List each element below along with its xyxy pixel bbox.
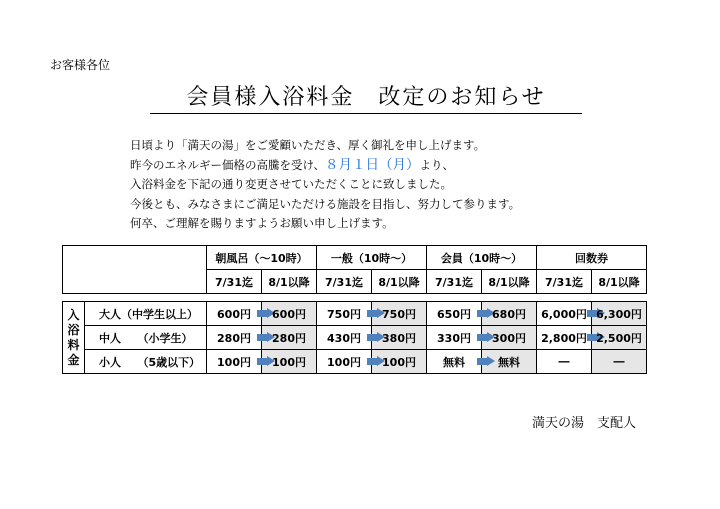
row-label-infant: 小人 （5歳以下） xyxy=(85,350,207,374)
price-after: 300円 xyxy=(482,326,537,350)
side-char: 金 xyxy=(67,352,80,367)
price-before: 330円 xyxy=(427,326,482,350)
body-line-1: 日頃より「満天の湯」をご愛顧いただき、厚く御礼を申し上げます。 xyxy=(130,138,486,152)
signature: 満天の湯 支配人 xyxy=(532,416,637,431)
body-line-4: 今後とも、みなさまにご満足いただける施設を目指し、努力して参ります。 xyxy=(130,196,521,211)
price-after: 2,500円 xyxy=(592,326,647,350)
price-before: ― xyxy=(537,350,592,374)
subheader-before: 7/31迄 xyxy=(317,270,372,294)
notice-title: 会員様入浴料金 改定のお知らせ xyxy=(150,84,582,114)
price-before: 750円 xyxy=(317,302,372,326)
side-char: 入 xyxy=(67,307,80,322)
side-char: 浴 xyxy=(67,322,80,337)
row-label-child: 中人 （小学生） xyxy=(85,326,207,350)
category-morning: 朝風呂（～10時） xyxy=(207,246,317,270)
body-line-2 xyxy=(130,156,520,176)
price-before: 650円 xyxy=(427,302,482,326)
price-after: 680円 xyxy=(482,302,537,326)
price-after: ― xyxy=(592,350,647,374)
fee-table xyxy=(62,245,647,374)
price-before: 2,800円 xyxy=(537,326,592,350)
price-before: 280円 xyxy=(207,326,262,350)
price-after: 600円 xyxy=(262,302,317,326)
price-before: 100円 xyxy=(317,350,372,374)
price-after: 無料 xyxy=(482,350,537,374)
price-before: 6,000円 xyxy=(537,302,592,326)
greeting: お客様各位 xyxy=(50,58,111,72)
category-coupon: 回数券 xyxy=(537,246,647,270)
subheader-after: 8/1以降 xyxy=(592,270,647,294)
price-before: 600円 xyxy=(207,302,262,326)
price-after: 100円 xyxy=(262,350,317,374)
price-after: 6,300円 xyxy=(592,302,647,326)
side-char: 料 xyxy=(67,337,80,352)
price-before: 100円 xyxy=(207,350,262,374)
category-member: 会員（10時～） xyxy=(427,246,537,270)
price-after: 380円 xyxy=(372,326,427,350)
subheader-after: 8/1以降 xyxy=(482,270,537,294)
subheader-before: 7/31迄 xyxy=(207,270,262,294)
body-line-2-pre: 昨今のエネルギー価格の高騰を受け、 xyxy=(130,157,326,172)
table-spacer xyxy=(63,294,647,302)
side-label-bath-fee xyxy=(63,302,85,374)
subheader-after: 8/1以降 xyxy=(372,270,427,294)
body-line-3: 入浴料金を下記の通り変更させていただくことに致しました。 xyxy=(130,177,452,191)
price-after: 750円 xyxy=(372,302,427,326)
category-general: 一般（10時～） xyxy=(317,246,427,270)
table-corner xyxy=(63,246,207,294)
change-date: ８月１日（月） xyxy=(325,156,420,173)
body-line-2-post: より、 xyxy=(419,157,455,172)
subheader-after: 8/1以降 xyxy=(262,270,317,294)
notice-body xyxy=(130,136,520,234)
price-after: 280円 xyxy=(262,326,317,350)
row-label-adult: 大人（中学生以上） xyxy=(85,302,207,326)
price-before: 無料 xyxy=(427,350,482,374)
price-after: 100円 xyxy=(372,350,427,374)
price-before: 430円 xyxy=(317,326,372,350)
body-line-5: 何卒、ご理解を賜りますようお願い申し上げます。 xyxy=(130,216,394,230)
subheader-before: 7/31迄 xyxy=(427,270,482,294)
arrow-right-icon xyxy=(477,356,495,367)
subheader-before: 7/31迄 xyxy=(537,270,592,294)
